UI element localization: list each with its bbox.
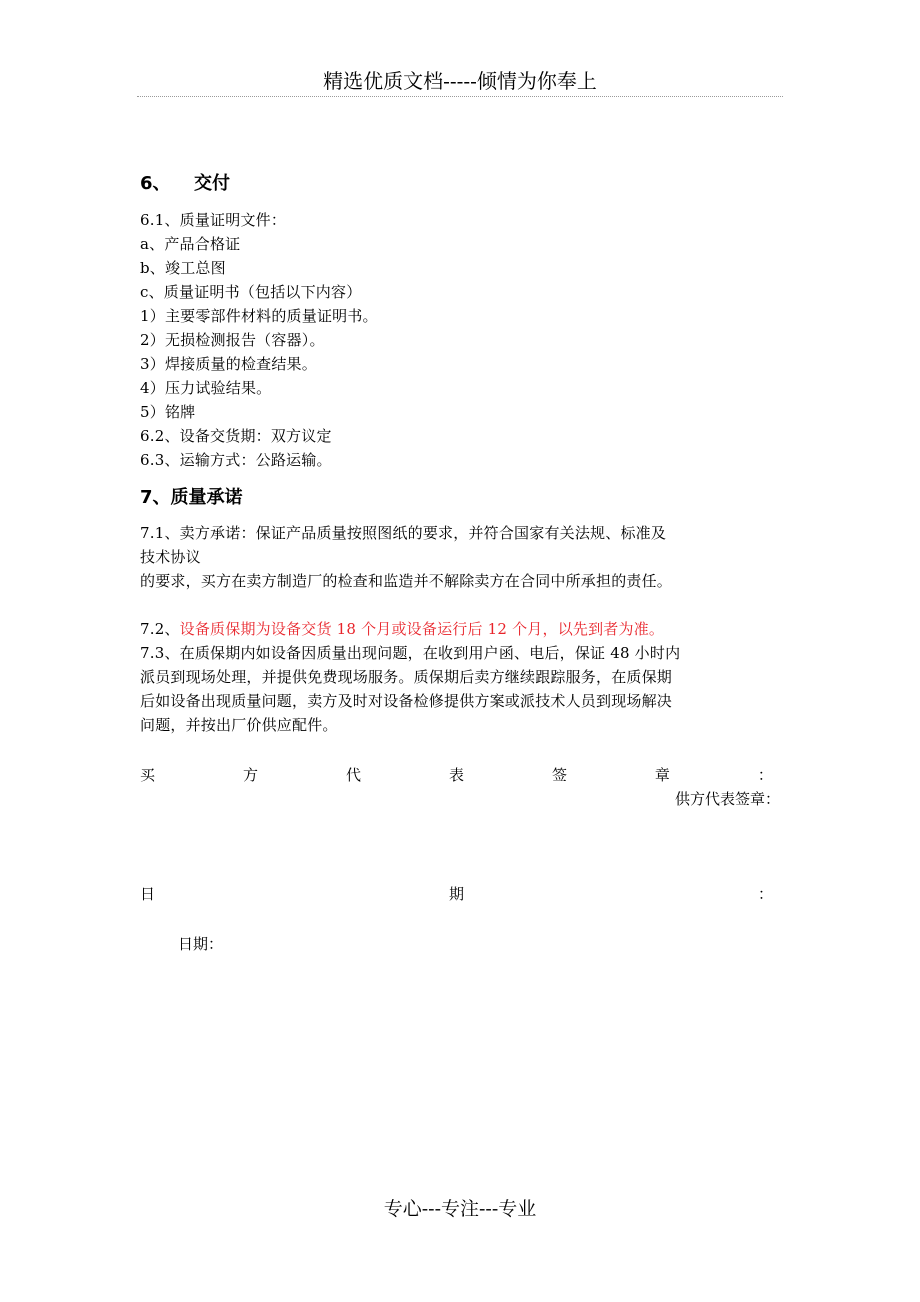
- commitment-7-1-line: 技术协议: [140, 548, 201, 566]
- list-item: 6.1、质量证明文件：: [140, 211, 287, 229]
- buyer-date-char: 日: [140, 885, 156, 903]
- list-item: 4）压力试验结果。: [140, 379, 272, 397]
- section-6-number: 6、: [140, 173, 171, 194]
- list-item: 2）无损检测报告（容器）。: [140, 331, 325, 349]
- commitment-7-1-line: 的要求，买方在卖方制造厂的检查和监造并不解除卖方在合同中所承担的责任。: [140, 572, 673, 590]
- buyer-signature-line: [140, 763, 773, 787]
- buyer-signature-char: ：: [757, 766, 773, 784]
- buyer-signature-char: 表: [448, 766, 464, 784]
- buyer-date-char: 期: [448, 885, 464, 903]
- buyer-signature-char: 买: [140, 766, 156, 784]
- section-6-heading: [140, 172, 230, 196]
- page-footer: 专心---专注---专业: [383, 1198, 537, 1220]
- section-6-title: 交付: [194, 173, 230, 194]
- paragraph-gap: [140, 593, 784, 617]
- list-item: a、产品合格证: [140, 235, 241, 253]
- commitment-7-2-prefix: 7.2、: [140, 620, 180, 638]
- commitment-7-3-line: 问题，并按出厂价供应配件。: [140, 716, 338, 734]
- commitment-7-3-line: 7.3、在质保期内如设备因质量出现问题，在收到用户函、电后，保证 48 小时内: [140, 644, 681, 662]
- buyer-signature-char: 代: [345, 766, 361, 784]
- list-item: 1）主要零部件材料的质量证明书。: [140, 307, 378, 325]
- list-item: 6.2、设备交货期：双方议定: [140, 427, 332, 445]
- commitment-7-1-line: 7.1、卖方承诺：保证产品质量按照图纸的要求，并符合国家有关法规、标准及: [140, 524, 667, 542]
- buyer-signature-char: 方: [242, 766, 258, 784]
- supplier-signature-label: 供方代表签章：: [674, 790, 780, 808]
- list-item: c、质量证明书（包括以下内容）: [140, 283, 362, 301]
- page-header: 精选优质文档-----倾情为你奉上: [137, 66, 783, 97]
- list-item: b、竣工总图: [140, 259, 226, 277]
- list-item: 3）焊接质量的检查结果。: [140, 355, 317, 373]
- quality-commitment: [140, 521, 784, 737]
- warranty-period-text: 设备质保期为设备交货 18 个月或设备运行后 12 个月，以先到者为准。: [179, 620, 665, 638]
- delivery-list: [140, 208, 784, 472]
- commitment-7-3-line: 派员到现场处理，并提供免费现场服务。质保期后卖方继续跟踪服务，在质保期: [140, 668, 673, 686]
- commitment-7-3-line: 后如设备出现质量问题，卖方及时对设备检修提供方案或派技术人员到现场解决: [140, 692, 673, 710]
- supplier-date-label: 日期：: [178, 935, 224, 953]
- list-item: 6.3、运输方式：公路运输。: [140, 451, 332, 469]
- buyer-signature-char: 签: [551, 766, 567, 784]
- buyer-date-char: ：: [757, 885, 773, 903]
- section-7-heading: 7、质量承诺: [140, 487, 243, 508]
- commitment-7-2-line: [140, 617, 784, 641]
- buyer-date-line: [140, 882, 773, 906]
- list-item: 5）铭牌: [140, 403, 196, 421]
- buyer-signature-char: 章: [654, 766, 670, 784]
